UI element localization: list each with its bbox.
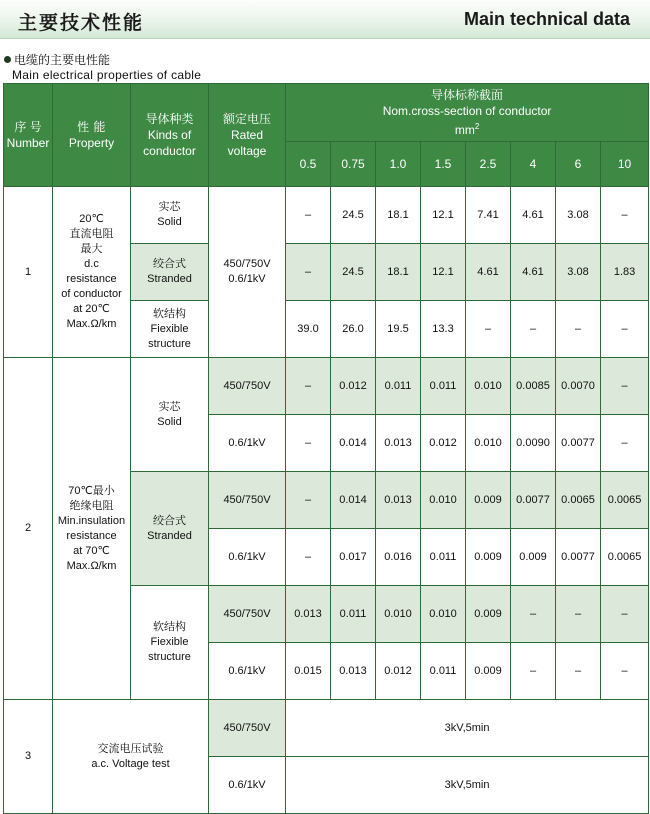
row-number: 3: [4, 700, 53, 814]
section-title-en: Main electrical properties of cable: [12, 68, 202, 82]
value-cell: –: [556, 301, 601, 358]
value-cell: 18.1: [376, 244, 421, 301]
value-cell: 0.014: [331, 415, 376, 472]
value-cell: 0.0065: [601, 472, 649, 529]
value-cell: 0.009: [466, 586, 511, 643]
value-cell: –: [286, 244, 331, 301]
row-number: 1: [4, 187, 53, 358]
value-cell: 0.0070: [556, 358, 601, 415]
conductor-kind-cell: 绞合式 Stranded: [131, 244, 209, 301]
row-number: 2: [4, 358, 53, 700]
banner-title-en: Main technical data: [463, 9, 630, 29]
section-heading: [4, 53, 201, 83]
value-cell: –: [601, 415, 649, 472]
value-cell: 12.1: [421, 187, 466, 244]
value-cell: –: [601, 187, 649, 244]
voltage-cell: 0.6/1kV: [209, 529, 286, 586]
value-cell: 4.61: [466, 244, 511, 301]
value-cell: 0.014: [331, 472, 376, 529]
value-cell: 26.0: [331, 301, 376, 358]
value-cell: 0.012: [376, 643, 421, 700]
value-cell: 24.5: [331, 244, 376, 301]
value-cell: 0.0077: [556, 415, 601, 472]
header-rated-voltage: 额定电压 Rated voltage: [209, 84, 286, 187]
header-number: 序 号 Number: [4, 84, 53, 187]
value-cell: 0.013: [286, 586, 331, 643]
value-cell: 0.013: [376, 415, 421, 472]
size-header: 6: [556, 142, 601, 187]
value-cell: –: [286, 358, 331, 415]
value-cell: –: [511, 586, 556, 643]
size-header: 10: [601, 142, 649, 187]
value-cell: 0.012: [331, 358, 376, 415]
value-cell: –: [601, 643, 649, 700]
value-cell: 0.0077: [556, 529, 601, 586]
test-value-cell: 3kV,5min: [286, 757, 649, 814]
size-header: 4: [511, 142, 556, 187]
voltage-cell: 450/750V: [209, 472, 286, 529]
section-title-cn: 电缆的主要电性能: [14, 53, 111, 67]
value-cell: –: [511, 643, 556, 700]
value-cell: –: [601, 358, 649, 415]
value-cell: 0.009: [466, 529, 511, 586]
conductor-kind-cell: 绞合式 Stranded: [131, 472, 209, 586]
value-cell: 0.009: [466, 643, 511, 700]
value-cell: 0.011: [376, 358, 421, 415]
value-cell: 0.0065: [556, 472, 601, 529]
value-cell: 18.1: [376, 187, 421, 244]
size-header: 2.5: [466, 142, 511, 187]
value-cell: –: [286, 472, 331, 529]
value-cell: 4.61: [511, 187, 556, 244]
table-row: [4, 187, 649, 244]
value-cell: 0.011: [331, 586, 376, 643]
value-cell: 0.011: [421, 358, 466, 415]
conductor-kind-cell: 实芯 Solid: [131, 187, 209, 244]
value-cell: 13.3: [421, 301, 466, 358]
value-cell: 0.0090: [511, 415, 556, 472]
value-cell: 0.012: [421, 415, 466, 472]
size-header: 1.0: [376, 142, 421, 187]
conductor-kind-cell: 软结构 Fiexible structure: [131, 586, 209, 700]
value-cell: –: [286, 415, 331, 472]
size-header: 0.5: [286, 142, 331, 187]
value-cell: 0.0065: [601, 529, 649, 586]
voltage-cell: 0.6/1kV: [209, 643, 286, 700]
value-cell: –: [466, 301, 511, 358]
value-cell: 0.016: [376, 529, 421, 586]
bullet-icon: [4, 56, 11, 63]
voltage-cell: 0.6/1kV: [209, 757, 286, 814]
banner-title-cn: 主要技术性能: [18, 12, 145, 34]
value-cell: 0.010: [421, 586, 466, 643]
voltage-cell: 450/750V: [209, 700, 286, 757]
value-cell: 12.1: [421, 244, 466, 301]
value-cell: 0.013: [376, 472, 421, 529]
value-cell: –: [286, 187, 331, 244]
voltage-cell: 0.6/1kV: [209, 415, 286, 472]
property-cell: 20℃ 直流电阻 最大 d.c resistance of conductor at 20℃ Max.Ω/km: [53, 187, 131, 358]
value-cell: 7.41: [466, 187, 511, 244]
value-cell: 0.017: [331, 529, 376, 586]
voltage-cell: 450/750V: [209, 358, 286, 415]
header-kinds-of-conductor: 导体种类 Kinds of conductor: [131, 84, 209, 187]
value-cell: –: [601, 586, 649, 643]
value-cell: 19.5: [376, 301, 421, 358]
conductor-kind-cell: 实芯 Solid: [131, 358, 209, 472]
electrical-properties-table: [3, 83, 649, 814]
value-cell: 0.010: [466, 415, 511, 472]
value-cell: 24.5: [331, 187, 376, 244]
value-cell: 0.0085: [511, 358, 556, 415]
header-cross-section: 导体标称截面 Nom.cross-section of conductor $mm^2$: [286, 84, 649, 142]
value-cell: 39.0: [286, 301, 331, 358]
header-property: 性 能 Property: [53, 84, 131, 187]
value-cell: –: [556, 586, 601, 643]
value-cell: 0.015: [286, 643, 331, 700]
header-unit: $mm^2$: [454, 122, 480, 137]
value-cell: 0.010: [421, 472, 466, 529]
property-cell: 交流电压试验 a.c. Voltage test: [53, 700, 209, 814]
value-cell: 0.010: [466, 358, 511, 415]
voltage-cell: 450/750V: [209, 586, 286, 643]
value-cell: 0.013: [331, 643, 376, 700]
value-cell: 3.08: [556, 244, 601, 301]
size-header: 0.75: [331, 142, 376, 187]
table-row: [4, 700, 649, 757]
test-value-cell: 3kV,5min: [286, 700, 649, 757]
value-cell: 0.009: [466, 472, 511, 529]
voltage-cell: 450/750V 0.6/1kV: [209, 187, 286, 358]
property-cell: 70℃最小 绝缘电阻 Min.insulation resistance at 70℃ Max.Ω/km: [53, 358, 131, 700]
value-cell: 0.009: [511, 529, 556, 586]
value-cell: –: [511, 301, 556, 358]
table-row: [4, 358, 649, 415]
value-cell: 0.0077: [511, 472, 556, 529]
value-cell: –: [286, 529, 331, 586]
value-cell: 0.011: [421, 529, 466, 586]
table-header-row: [4, 84, 649, 142]
size-header: 1.5: [421, 142, 466, 187]
value-cell: 3.08: [556, 187, 601, 244]
value-cell: 0.010: [376, 586, 421, 643]
value-cell: 0.011: [421, 643, 466, 700]
value-cell: –: [556, 643, 601, 700]
conductor-kind-cell: 软结构 Fiexible structure: [131, 301, 209, 358]
value-cell: 4.61: [511, 244, 556, 301]
value-cell: 1.83: [601, 244, 649, 301]
value-cell: –: [601, 301, 649, 358]
page-banner: [0, 0, 650, 39]
